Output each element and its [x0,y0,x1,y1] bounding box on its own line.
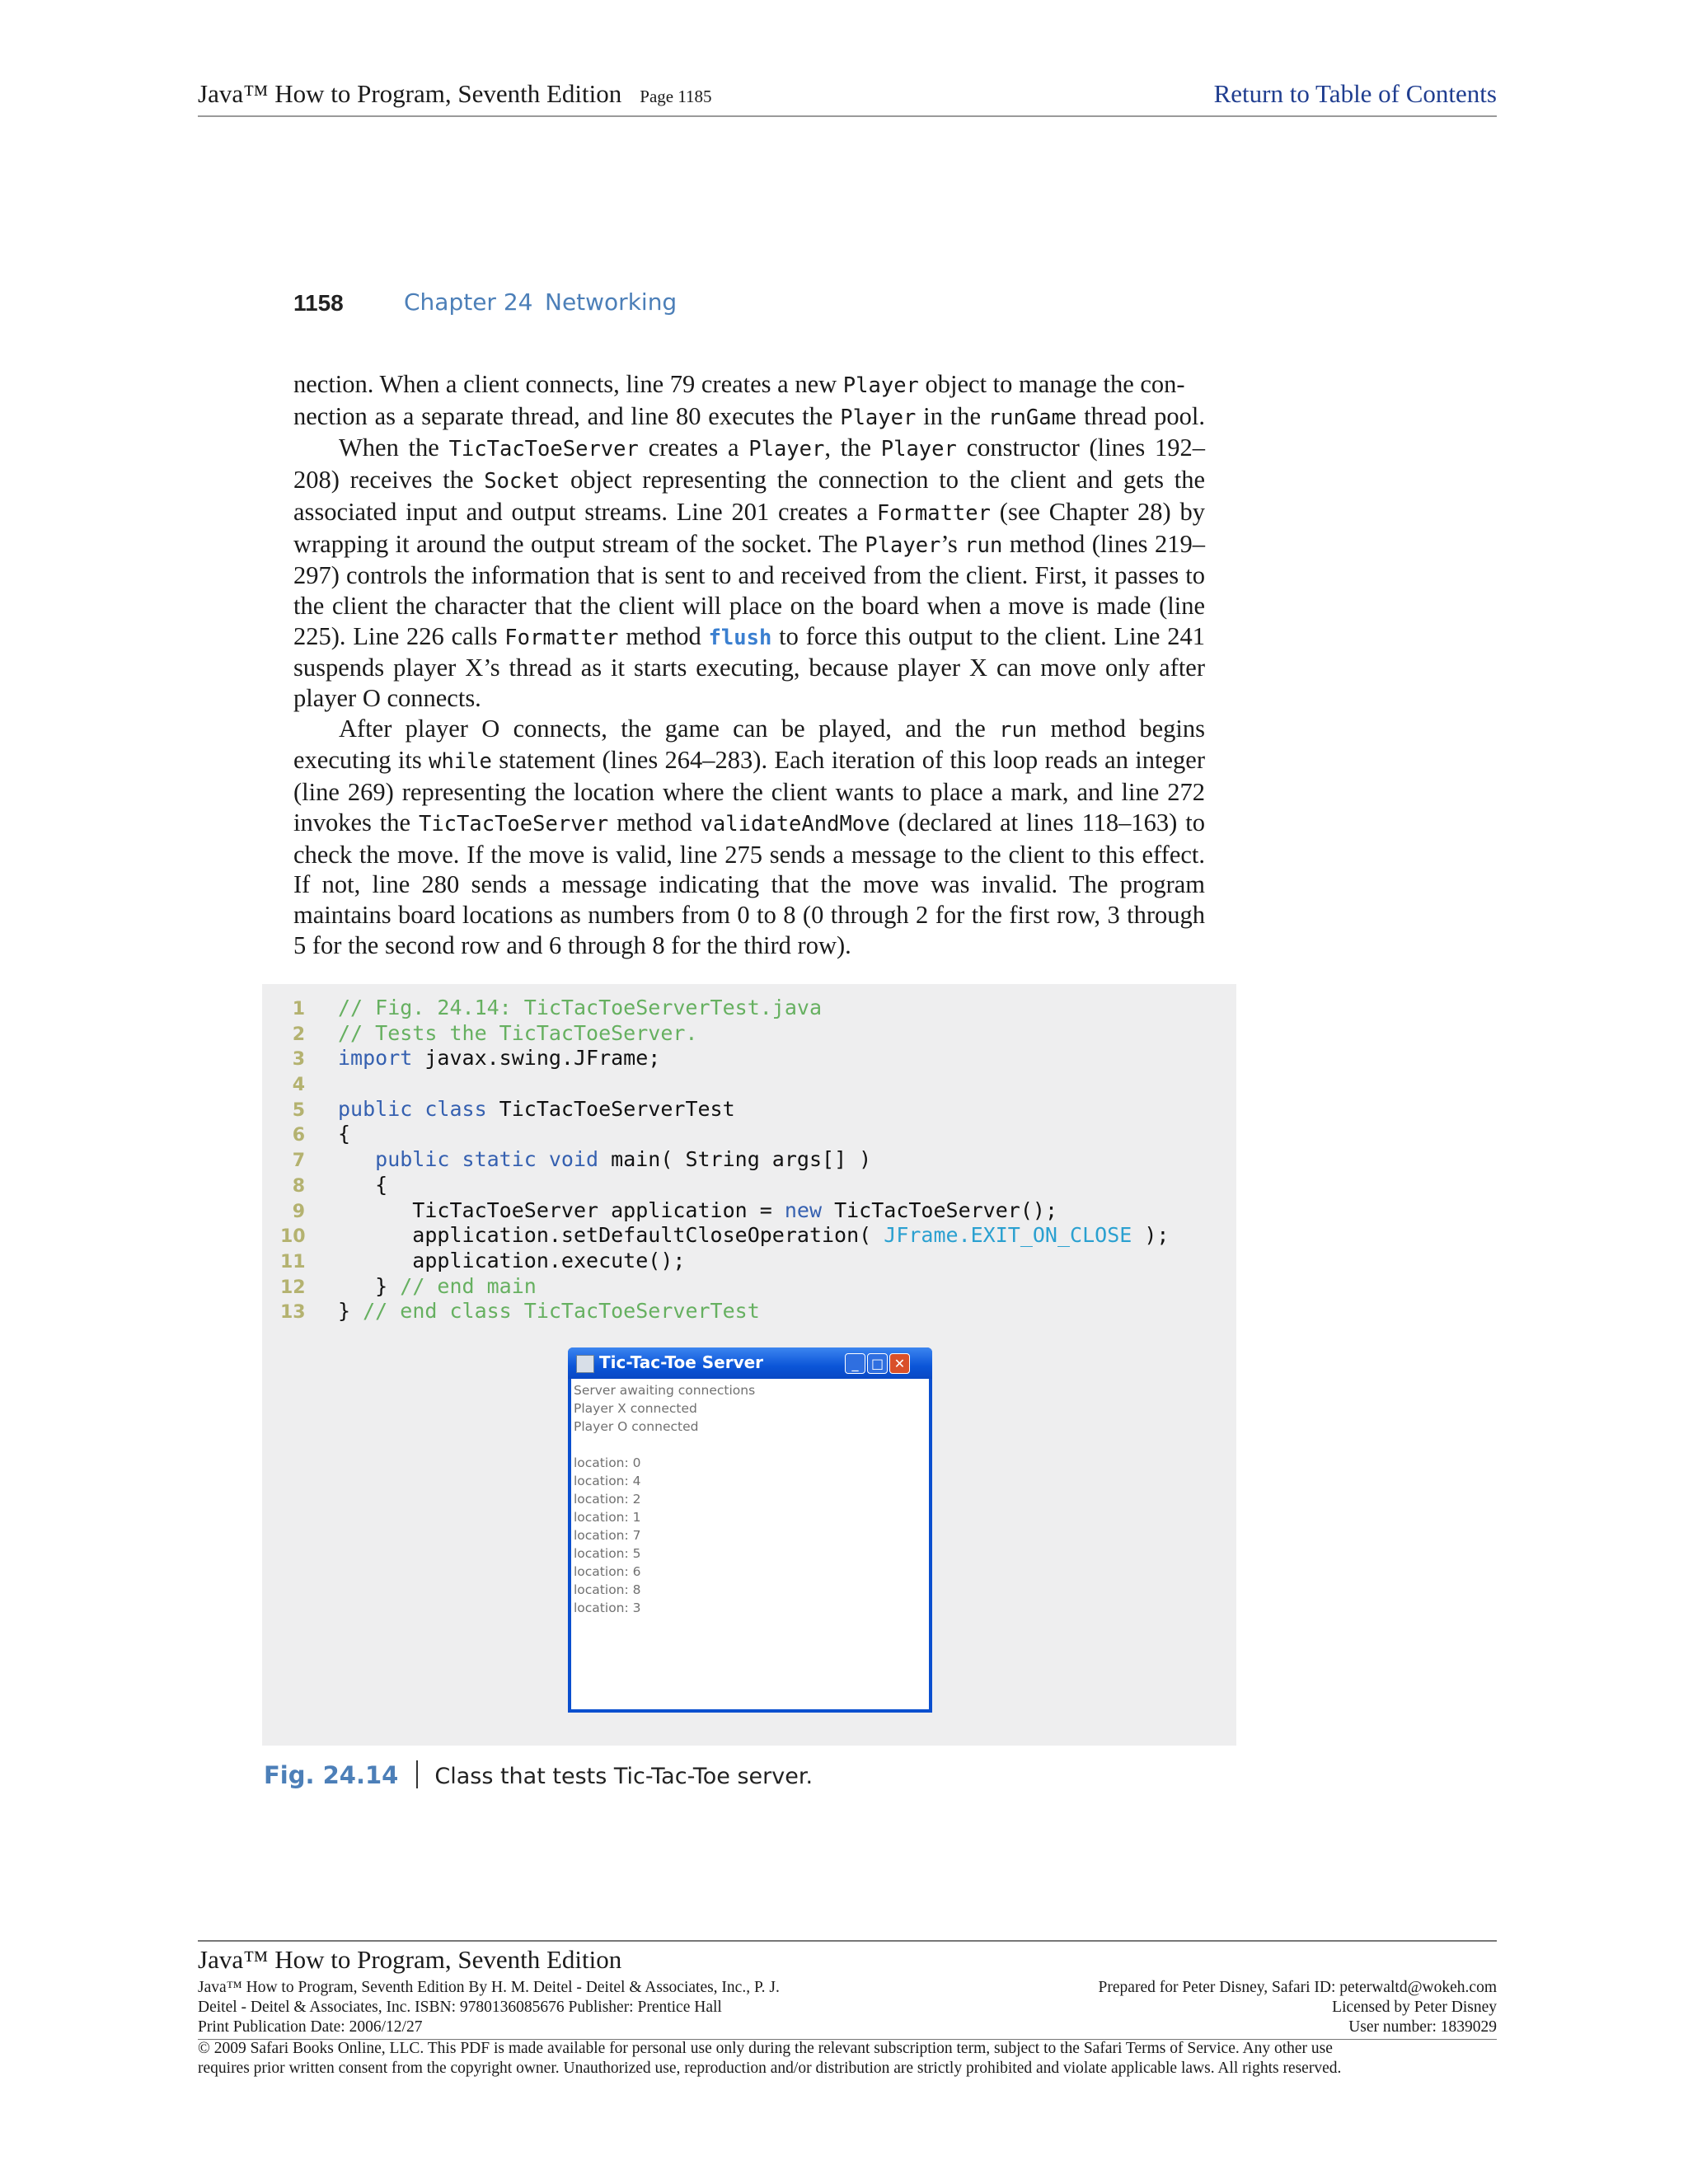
log-line: Player O connected [574,1419,699,1434]
code-line [280,1299,1169,1324]
line-number: 9 [292,1201,305,1222]
code-term: Socket [484,469,560,494]
code-term: Player [880,437,957,462]
figure-caption [264,1760,813,1789]
line-number: 7 [292,1151,305,1172]
log-line: location: 5 [574,1546,641,1561]
code-token: } [338,1273,401,1298]
line-number: 5 [292,1099,305,1121]
page-number: 1158 [293,290,344,316]
log-line: location: 2 [574,1492,641,1507]
footer-user-number: User number: 1839029 [1348,2018,1497,2036]
code-line [280,1122,1169,1147]
table-of-contents-link[interactable]: Return to Table of Contents [1213,79,1497,108]
footer-publication-date: Print Publication Date: 2006/12/27 [198,2018,423,2036]
footer-licensed-by: Licensed by Peter Disney [1332,1999,1497,2016]
line-number: 11 [280,1251,306,1272]
body-text [293,369,1205,960]
code-token: ); [1132,1223,1170,1248]
caption-divider [416,1760,418,1788]
code-term: run [999,717,1038,743]
app-window [568,1347,932,1713]
code-token: public class [338,1096,487,1121]
code-line [280,1274,1169,1300]
line-number: 12 [280,1277,306,1298]
code-term: Player [840,405,917,430]
code-token: // end class TicTacToeServerTest [363,1299,760,1324]
code-line [280,1147,1169,1173]
code-token: } [338,1299,363,1324]
footer-copyright: requires prior written consent from the copyright owner. Unauthorized use, reproduction and/or distribution are strictly prohibited and violate applicable laws. All rights reserved. [198,2060,1342,2077]
footer-book-info: Java™ How to Program, Seventh Edition By H. M. Deitel - Deitel & Associates, Inc., P. J. [198,1979,780,1996]
log-line [574,1436,755,1454]
code-token: main( String args[] ) [598,1147,872,1172]
code-token: application.setDefaultCloseOperation( [338,1223,884,1248]
code-term: while [429,749,492,775]
chapter-label: Chapter 24 [404,288,533,316]
code-term: TicTacToeServer [448,437,639,462]
log-line: location: 0 [574,1455,641,1470]
line-number: 8 [292,1175,305,1197]
code-token: TicTacToeServer(); [822,1197,1057,1222]
code-line [280,996,1169,1021]
code-line [280,1097,1169,1122]
page-reference: Page 1185 [640,87,712,106]
figure-label: Fig. 24.14 [264,1761,399,1789]
code-term: Formatter [504,625,619,650]
code-term: Formatter [876,500,991,526]
code-token: javax.swing.JFrame; [412,1046,661,1071]
paragraph-1 [293,369,1205,433]
log-line: location: 1 [574,1510,641,1525]
running-head [293,290,1240,326]
paragraph-line: nection as a separate thread, and line 80 executes the Player in the runGame thread pool. [293,401,1205,430]
code-term: validateAndMove [700,811,890,837]
line-number: 3 [292,1049,305,1071]
code-token: { [338,1122,351,1146]
method-term: flush [708,625,772,650]
code-token: import [338,1046,413,1071]
code-token: // Tests the TicTacToeServer. [338,1020,698,1045]
paragraph-2: When the TicTacToeServer creates a Player, the Player constructor (lines 192–208) receives the Socket object representing the connection to the client and gets the associated input and output streams. Line 201 creates a Formatter (see Chapter 28) by wrapping it around the output stream of the socket. The Player’s run method (lines 219–297) controls the information that is sent to and received from the client. First, it passes to the client the character that the client will place on the board when a move is made (line 225). Line 226 calls Formatter method flush to force this output to the client. Line 241 suspends player X’s thread as it starts executing, because player X can move only after player O connects. [293,434,1206,713]
book-title [198,79,712,109]
close-button[interactable]: ✕ [889,1353,910,1374]
code-token: JFrame.EXIT_ON_CLOSE [884,1223,1132,1248]
code-token: // Fig. 24.14: TicTacToeServerTest.java [338,996,822,1019]
code-term: Player [842,373,919,398]
log-line: Player X connected [574,1401,697,1416]
code-token [338,1147,375,1171]
minimize-button[interactable]: _ [845,1353,865,1374]
code-token: public static void [375,1147,599,1172]
book-title-text: Java™ How to Program, Seventh Edition [198,79,622,108]
code-line [280,1046,1169,1071]
line-number: 4 [292,1075,305,1096]
code-term: TicTacToeServer [418,811,609,837]
java-app-icon [576,1355,594,1373]
log-line: location: 3 [574,1601,641,1615]
code-token: { [338,1172,388,1197]
caption-text: Class that tests Tic-Tac-Toe server. [434,1764,814,1789]
footer-prepared-for: Prepared for Peter Disney, Safari ID: peterwaltd@wokeh.com [1098,1979,1497,1996]
code-listing [280,996,1169,1324]
line-number: 10 [280,1226,306,1248]
footer-title: Java™ How to Program, Seventh Edition [198,1945,622,1974]
log-line: location: 4 [574,1474,641,1488]
code-term: Player [865,532,941,558]
footer-publisher-info: Deitel - Deitel & Associates, Inc. ISBN: 9780136085676 Publisher: Prentice Hall [198,1999,722,2016]
paragraph-line: nection. When a client connects, line 79 creates a new Player object to manage the con- [293,370,1185,398]
line-number: 13 [280,1302,306,1324]
paragraph-3: After player O connects, the game can be played, and the run method begins executing its while statement (lines 264–283). Each iteration of this loop reads an integer (line 269) representing the location where the client wants to place a mark, and line 272 invokes the TicTacToeServer method validateAndMove (declared at lines 118–163) to check the move. If the move is valid, line 275 sends a message to the client to this effect. If not, line 280 sends a message indicating that the move was invalid. The program maintains board locations as numbers from 0 to 8 (0 through 2 for the first row, 3 through 5 for the second row and 6 through 8 for the third row). [293,714,1205,959]
server-log [574,1381,755,1617]
line-number: 6 [292,1125,305,1146]
window-titlebar[interactable] [568,1347,932,1379]
code-line [280,1223,1169,1249]
code-line [280,1021,1169,1047]
code-line [280,1198,1169,1224]
code-line [280,1173,1169,1198]
log-line: location: 6 [574,1564,641,1579]
window-title: Tic-Tac-Toe Server [599,1352,764,1372]
code-term: Player [748,437,825,462]
maximize-button[interactable]: □ [867,1353,888,1374]
log-line: location: 8 [574,1582,641,1597]
footer-divider [198,1940,1497,1942]
code-line [280,1071,1169,1097]
code-token: new [784,1197,823,1222]
server-output-area[interactable] [571,1379,929,1709]
log-line: location: 7 [574,1528,641,1543]
code-line [280,1249,1169,1274]
line-number: 1 [292,999,305,1019]
code-term: run [964,532,1003,558]
chapter-name: Networking [545,288,678,316]
page-header [198,76,1497,117]
line-number: 2 [292,1024,305,1045]
code-token: TicTacToeServerTest [486,1096,735,1121]
code-term: runGame [987,405,1077,430]
code-token: application.execute(); [338,1248,686,1272]
code-token: TicTacToeServer application = [338,1197,785,1222]
code-token: // end main [400,1273,537,1298]
log-line: Server awaiting connections [574,1383,756,1398]
footer-copyright: © 2009 Safari Books Online, LLC. This PDF is made available for personal use only during the relevant subscription term, subject to the Safari Terms of Service. Any other use [198,2040,1333,2057]
code-figure [262,984,1236,1746]
